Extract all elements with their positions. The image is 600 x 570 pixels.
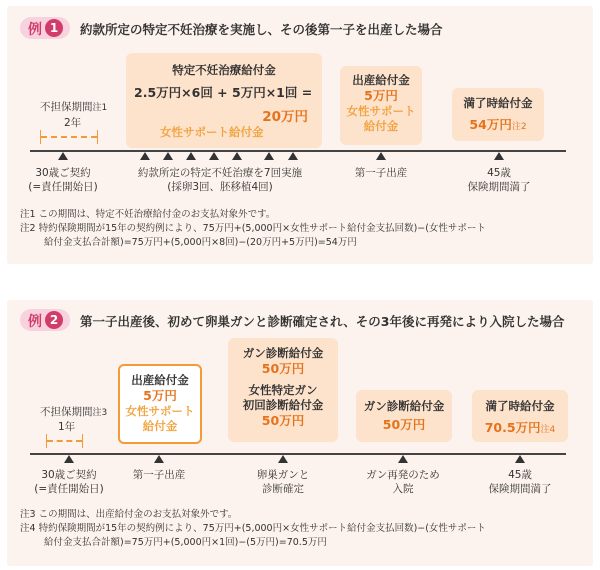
marker-cancer-2 (278, 455, 288, 463)
birth-benefit-box-1 (340, 66, 422, 145)
note4a: 注4 特約保険期間が15年の契約例により、75万円+(5,000円×女性サポート給付金支払回数)−(女性サポート (20, 523, 486, 534)
maturity-box2-note: 注4 (540, 425, 556, 435)
waiting-years-1: 2年 (64, 117, 82, 129)
fertility-box-support: 女性サポート給付金 (160, 125, 264, 139)
waiting-period-label-2 (40, 405, 107, 420)
example2-number: 2 (45, 311, 63, 329)
marker-treatment-1 (140, 152, 150, 160)
marker-treatment-4 (209, 152, 219, 160)
marker-treatment-3 (186, 152, 196, 160)
example1-label: 例 (28, 22, 42, 38)
marker-start-1 (58, 152, 68, 160)
marker-start-2 (64, 455, 74, 463)
example2-notes (20, 508, 486, 550)
waiting-period-note-2: 注3 (92, 408, 108, 418)
maturity-box2-title: 満了時給付金 (485, 399, 555, 413)
timeline-1 (30, 150, 566, 152)
marker-treatment-7 (288, 152, 298, 160)
treatment-label-1a: 約款所定の特定不妊治療を7回実施 (137, 167, 303, 179)
birth-box2-support-1: 女性サポート (125, 404, 195, 418)
birth-box2-amount: 5万円 (143, 388, 177, 403)
waiting-end-tick-1 (97, 130, 98, 144)
example1-title: 約款所定の特定不妊治療を実施し、その後第一子を出産した場合 (80, 22, 443, 37)
fertility-box-title: 特定不妊治療給付金 (172, 63, 276, 77)
cancer-box-title: ガン診断給付金 (242, 346, 324, 360)
note1: 注1 この期間は、特定不妊治療給付金のお支払対象外です。 (20, 209, 276, 220)
birth-label-2: 第一子出産 (132, 469, 186, 481)
start-label-2b: (=責任開始日) (34, 483, 104, 495)
birth-box2-support-2: 給付金 (142, 419, 178, 433)
maturity-box-title: 満了時給付金 (463, 96, 533, 110)
waiting-years-2: 1年 (58, 421, 76, 433)
end-label-1b: 保険期間満了 (467, 181, 531, 193)
cancer-box-title2a: 女性特定ガン (248, 383, 318, 397)
waiting-end-tick-2 (82, 434, 83, 448)
end-label-2a: 45歳 (508, 469, 532, 481)
end-label-2b: 保険期間満了 (488, 483, 552, 495)
note3: 注3 この期間は、出産給付金のお支払対象外です。 (20, 509, 238, 520)
birth-label-1: 第一子出産 (354, 167, 408, 179)
waiting-period-text-2: 不担保期間 (40, 406, 93, 418)
maturity-box2-amount: 70.5万円 (484, 420, 541, 435)
marker-end-2 (515, 455, 525, 463)
birth-box-amount: 5万円 (364, 88, 398, 103)
marker-relapse-2 (398, 455, 408, 463)
end-label-1a: 45歳 (487, 167, 511, 179)
waiting-period-arrow-2 (47, 440, 82, 442)
maturity-benefit-box-2 (472, 390, 568, 442)
maturity-box-amount: 54万円 (469, 117, 512, 132)
treatment-label-1b: (採卵3回、胚移植4回) (167, 181, 273, 193)
start-label-2a: 30歳ご契約 (41, 469, 97, 481)
waiting-period-label-1 (40, 100, 107, 115)
marker-treatment-5 (232, 152, 242, 160)
timeline-2 (30, 453, 566, 455)
marker-treatment-2 (163, 152, 173, 160)
cancer-box-title2b: 初回診断給付金 (242, 398, 324, 412)
cancer-label-2a: 卵巣ガンと (256, 469, 310, 481)
example1-notes (20, 208, 486, 250)
waiting-period-arrow-1 (41, 136, 97, 138)
birth-box-support-1: 女性サポート (346, 104, 416, 118)
note2a: 注2 特約保険期間が15年の契約例により、75万円+(5,000円×女性サポート給付金支払回数)−(女性サポート (20, 223, 486, 234)
fertility-box-total: 20万円 (262, 109, 308, 125)
note2b: 給付金支払合計額)=75万円+(5,000円×8回)−(20万円+5万円)=54万円 (44, 237, 357, 248)
note4b: 給付金支払合計額)=75万円+(5,000円×1回)−(5万円)=70.5万円 (44, 537, 327, 548)
cancer-box-amount: 50万円 (261, 361, 305, 376)
relapse-benefit-box (356, 390, 452, 442)
relapse-box-amount: 50万円 (382, 417, 426, 432)
cancer-benefit-box (228, 338, 338, 442)
fertility-benefit-box (126, 53, 322, 148)
birth-box-title: 出産給付金 (352, 73, 410, 87)
birth-box-support-2: 給付金 (363, 119, 399, 133)
maturity-benefit-box-1 (452, 88, 544, 141)
example2-label: 例 (28, 314, 42, 330)
relapse-label-2a: ガン再発のため (366, 469, 440, 481)
start-label-1a: 30歳ご契約 (35, 167, 91, 179)
waiting-period-note: 注1 (92, 103, 108, 113)
marker-treatment-6 (264, 152, 274, 160)
cancer-box-amount2: 50万円 (261, 413, 305, 428)
birth-box2-title: 出産給付金 (131, 373, 189, 387)
cancer-label-2b: 診断確定 (262, 483, 304, 495)
example2-title: 第一子出産後、初めて卵巣ガンと診断確定され、その3年後に再発により入院した場合 (80, 314, 565, 329)
marker-birth-1 (376, 152, 386, 160)
example1-number: 1 (45, 19, 63, 37)
waiting-period-text: 不担保期間 (40, 101, 93, 113)
birth-benefit-box-2 (118, 364, 202, 444)
maturity-box-note: 注2 (511, 122, 527, 132)
fertility-box-formula: 2.5万円×6回 + 5万円×1回 = (134, 85, 313, 100)
relapse-box-title: ガン診断給付金 (363, 399, 445, 413)
marker-end-1 (494, 152, 504, 160)
marker-birth-2 (154, 455, 164, 463)
relapse-label-2b: 入院 (392, 483, 414, 495)
start-label-1b: (=責任開始日) (28, 181, 98, 193)
